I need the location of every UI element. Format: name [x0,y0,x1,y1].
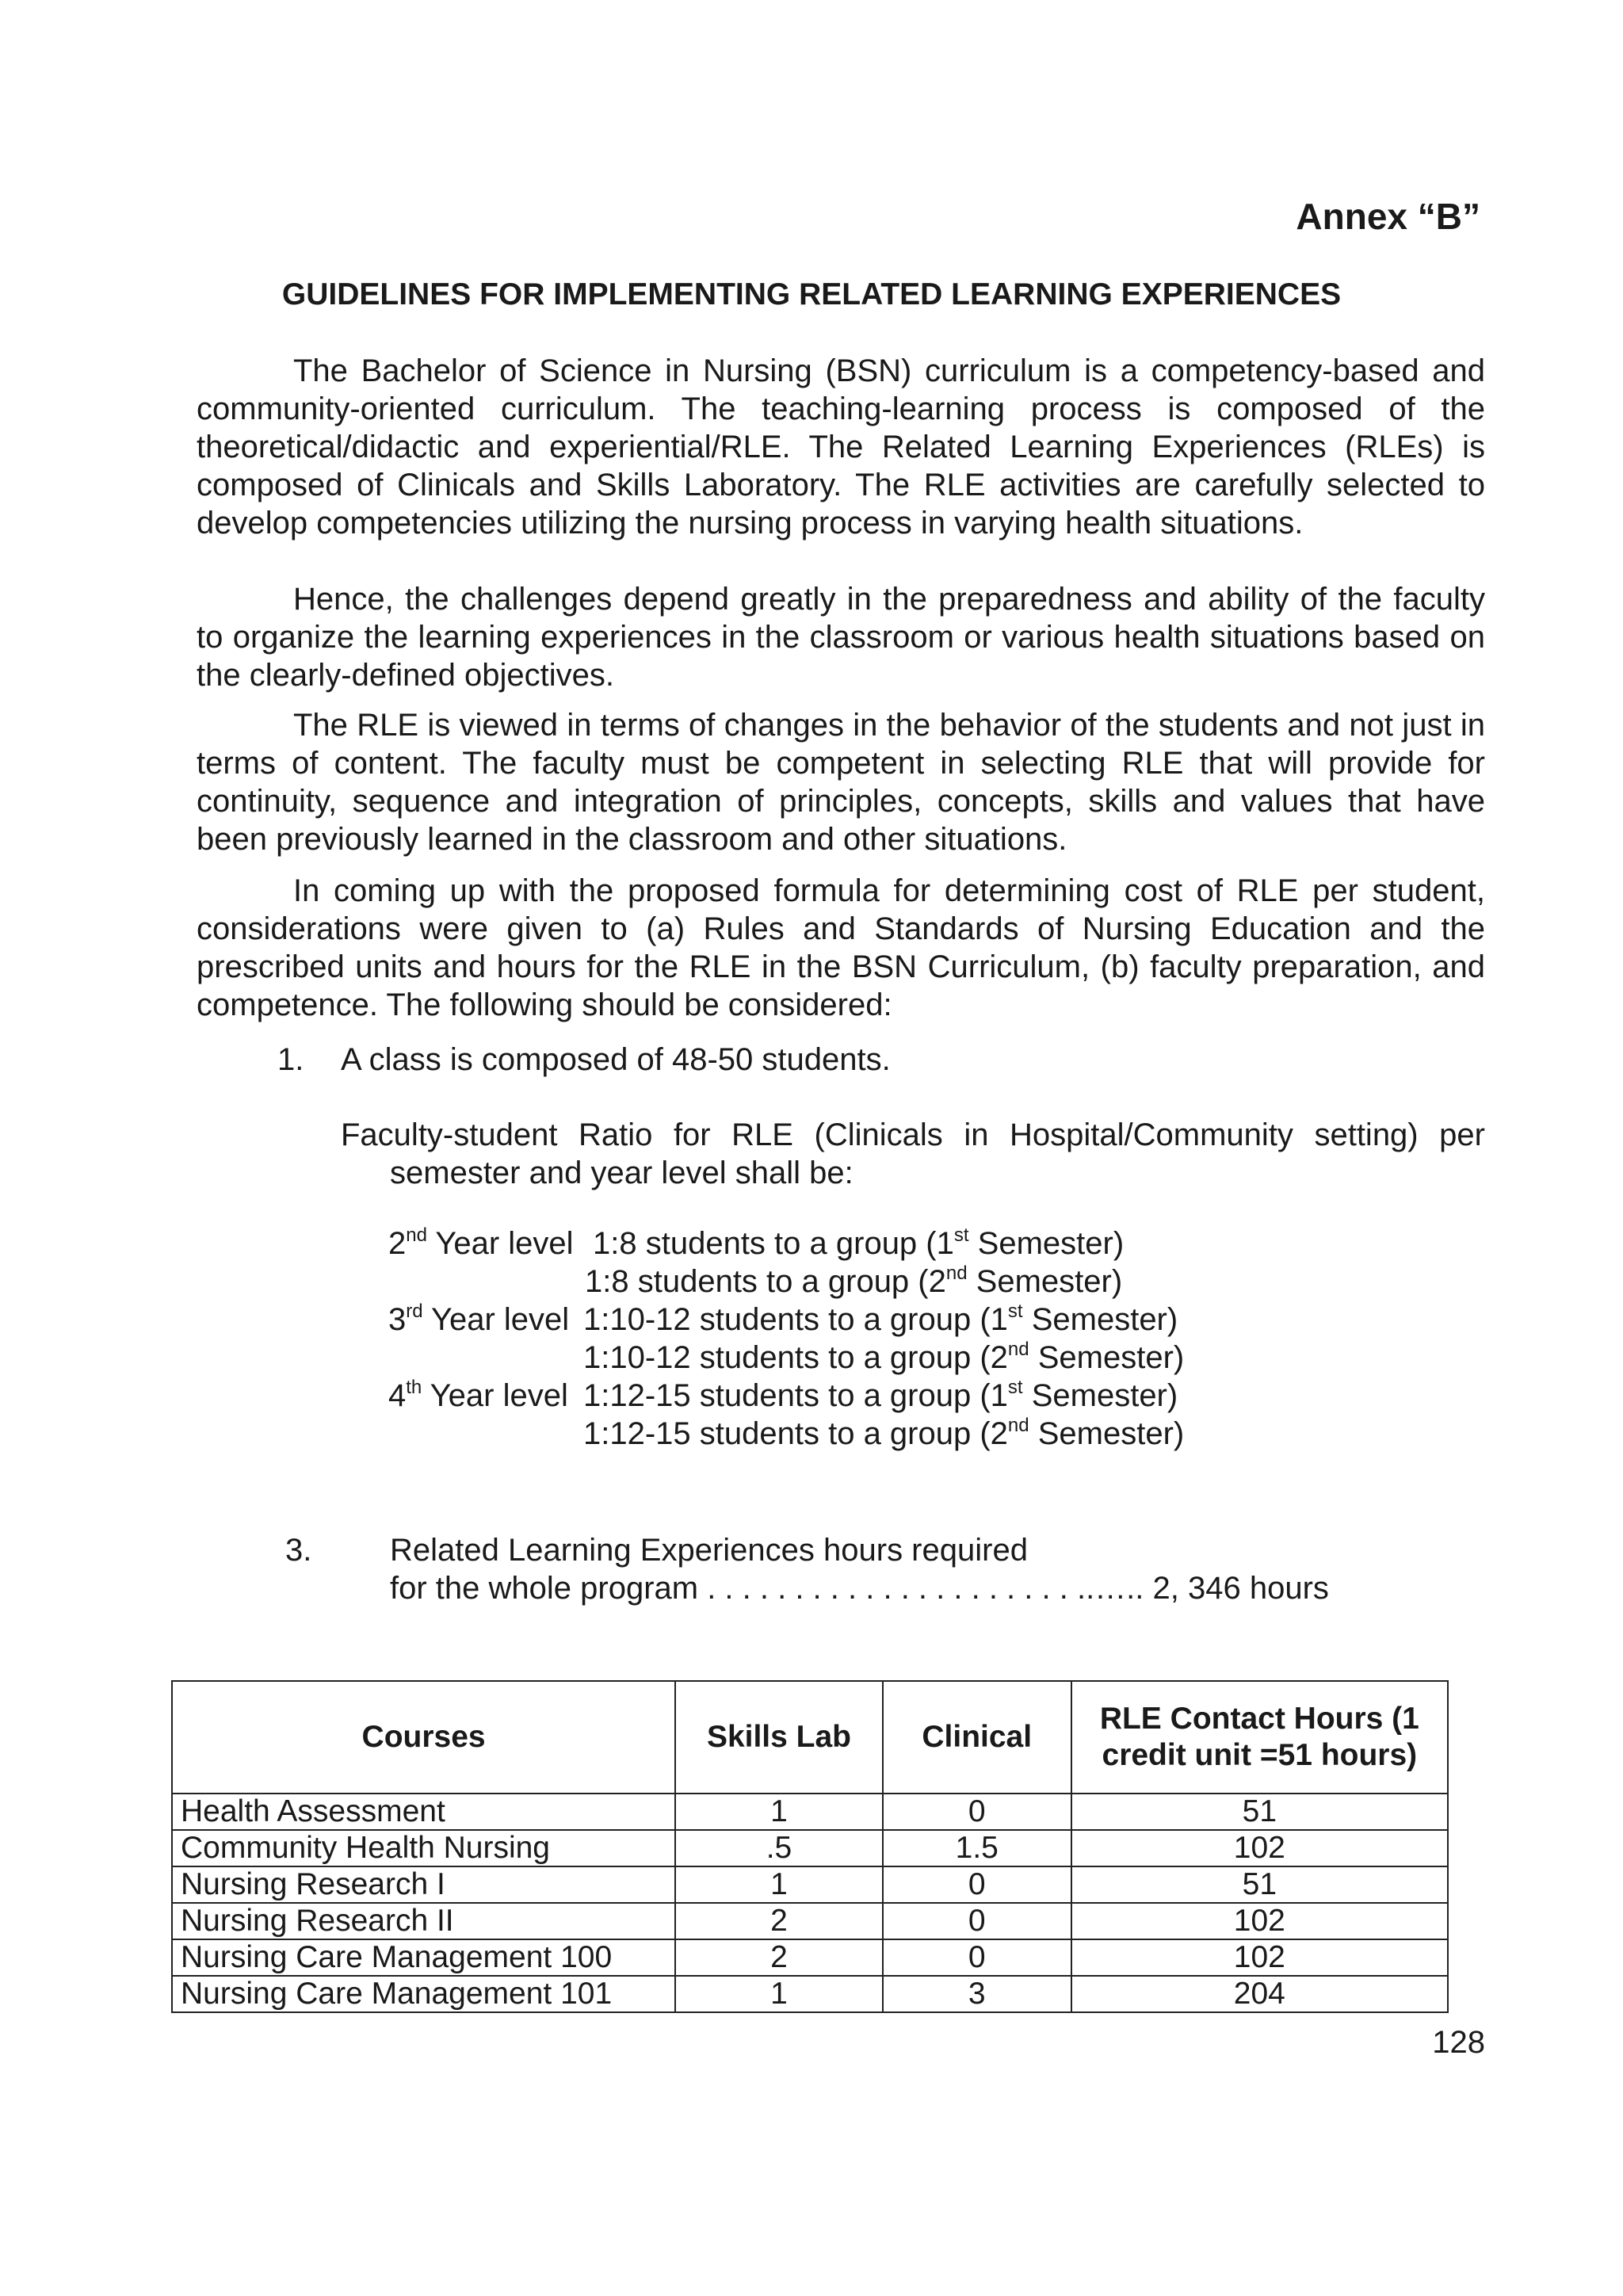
year-level-label [388,1224,574,1263]
ratio-text: 1:12-15 students to a group (2 [583,1416,1008,1451]
ratio-line [583,1301,1178,1339]
semester-text: Semester) [1022,1378,1178,1413]
table-row [172,1866,1448,1903]
year-level-label [388,1301,569,1339]
item-3-line-1: Related Learning Experiences hours required [390,1533,1028,1568]
year-level-label [388,1377,568,1415]
table-row [172,1794,1448,1830]
ratio-line [583,1415,1184,1453]
ratio-text: 1:10-12 students to a group (2 [583,1340,1008,1375]
semester-suffix: nd [1007,1339,1029,1360]
cell-course: Nursing Care Management 101 [172,1976,675,2012]
ratio-intro-line-2: semester and year level shall be: [390,1156,854,1190]
semester-suffix: st [953,1224,969,1246]
table-row [172,1939,1448,1976]
paragraph-1: The Bachelor of Science in Nursing (BSN) curriculum is a competency-based and community-oriented curriculum. The teaching-learning process is composed of the theoretical/didactic and experiential/RLE. The Related Learning Experiences (RLEs) is composed of Clinicals and Skills Laboratory. The RLE activities are carefully selected to develop competencies utilizing the nursing process in varying health situations. [197,353,1485,541]
year-number: 2 [388,1226,407,1261]
year-number: 3 [388,1302,407,1337]
cell-rle-hours: 51 [1071,1866,1448,1903]
semester-text: Semester) [1022,1302,1178,1337]
paragraph-3: The RLE is viewed in terms of changes in the behavior of the students and not just in terms of content. The faculty must be competent in selecting RLE that will provide for continuity, sequence and integration of principles, concepts, skills and values that have been previously learned in the classroom and other situations. [197,708,1485,857]
cell-rle-hours: 51 [1071,1794,1448,1830]
table-row [172,1830,1448,1866]
table-row [172,1903,1448,1939]
rle-hours-table [171,1680,1449,2013]
semester-suffix: st [1007,1377,1023,1398]
cell-rle-hours: 102 [1071,1903,1448,1939]
cell-course: Nursing Research I [172,1866,675,1903]
cell-clinical: 3 [883,1976,1071,2012]
item-1-text: A class is composed of 48-50 students. [341,1042,891,1077]
cell-skills-lab: 2 [675,1939,883,1976]
header-rle-contact-hours: RLE Contact Hours (1 credit unit =51 hours) [1071,1681,1448,1794]
cell-skills-lab: 1 [675,1866,883,1903]
table-header-row [172,1681,1448,1794]
cell-clinical: 1.5 [883,1830,1071,1866]
cell-course: Nursing Research II [172,1903,675,1939]
ratio-text: 1:8 students to a group (2 [585,1264,946,1299]
item-3-line-2: for the whole program . . . . . . . . . . . . . . . . . . . . . ..….. 2, 346 hours [390,1571,1329,1606]
year-suffix: nd [406,1224,427,1246]
cell-clinical: 0 [883,1866,1071,1903]
cell-rle-hours: 102 [1071,1830,1448,1866]
cell-rle-hours: 102 [1071,1939,1448,1976]
cell-rle-hours: 204 [1071,1976,1448,2012]
semester-suffix: st [1007,1301,1023,1322]
header-courses: Courses [172,1681,675,1794]
cell-skills-lab: .5 [675,1830,883,1866]
ratio-line [585,1263,1122,1301]
cell-skills-lab: 2 [675,1903,883,1939]
cell-skills-lab: 1 [675,1794,883,1830]
ratio-line [583,1377,1178,1415]
item-1-number: 1. [277,1042,304,1077]
year-suffix: rd [406,1301,423,1322]
cell-course: Community Health Nursing [172,1830,675,1866]
annex-label: Annex “B” [1296,196,1480,237]
semester-text: Semester) [967,1264,1123,1299]
year-label: Year level [430,1302,570,1337]
semester-text: Semester) [968,1226,1125,1261]
ratio-intro-line-1: Faculty-student Ratio for RLE (Clinicals in Hospital/Community setting) per [341,1117,1485,1152]
page-number: 128 [1432,2025,1485,2060]
cell-clinical: 0 [883,1903,1071,1939]
semester-suffix: nd [945,1263,968,1284]
semester-text: Semester) [1029,1340,1185,1375]
semester-suffix: nd [1007,1415,1029,1436]
cell-skills-lab: 1 [675,1976,883,2012]
cell-course: Nursing Care Management 100 [172,1939,675,1976]
year-suffix: th [406,1377,422,1398]
paragraph-4: In coming up with the proposed formula for determining cost of RLE per student, considerations were given to (a) Rules and Standards of Nursing Education and the prescribed units and hours for the RLE in the BSN Curriculum, (b) faculty preparation, and competence. The following should be considered: [197,873,1485,1022]
ratio-list [388,1224,1339,1462]
header-clinical: Clinical [883,1681,1071,1794]
ratio-text: 1:10-12 students to a group (1 [583,1302,1008,1337]
semester-text: Semester) [1029,1416,1185,1451]
ratio-line [593,1224,1124,1263]
year-number: 4 [388,1378,407,1413]
ratio-text: 1:12-15 students to a group (1 [583,1378,1008,1413]
table-row [172,1976,1448,2012]
header-skills-lab: Skills Lab [675,1681,883,1794]
paragraph-2: Hence, the challenges depend greatly in the preparedness and ability of the faculty to organize the learning experiences in the classroom or various health situations based on the clearly-defined objectives. [197,582,1485,693]
ratio-line [583,1339,1184,1377]
year-label: Year level [435,1226,574,1261]
page-title: GUIDELINES FOR IMPLEMENTING RELATED LEARNING EXPERIENCES [281,277,1342,311]
ratio-text: 1:8 students to a group (1 [593,1226,954,1261]
item-3-number: 3. [285,1533,312,1568]
cell-clinical: 0 [883,1794,1071,1830]
cell-clinical: 0 [883,1939,1071,1976]
cell-course: Health Assessment [172,1794,675,1830]
year-label: Year level [430,1378,568,1413]
